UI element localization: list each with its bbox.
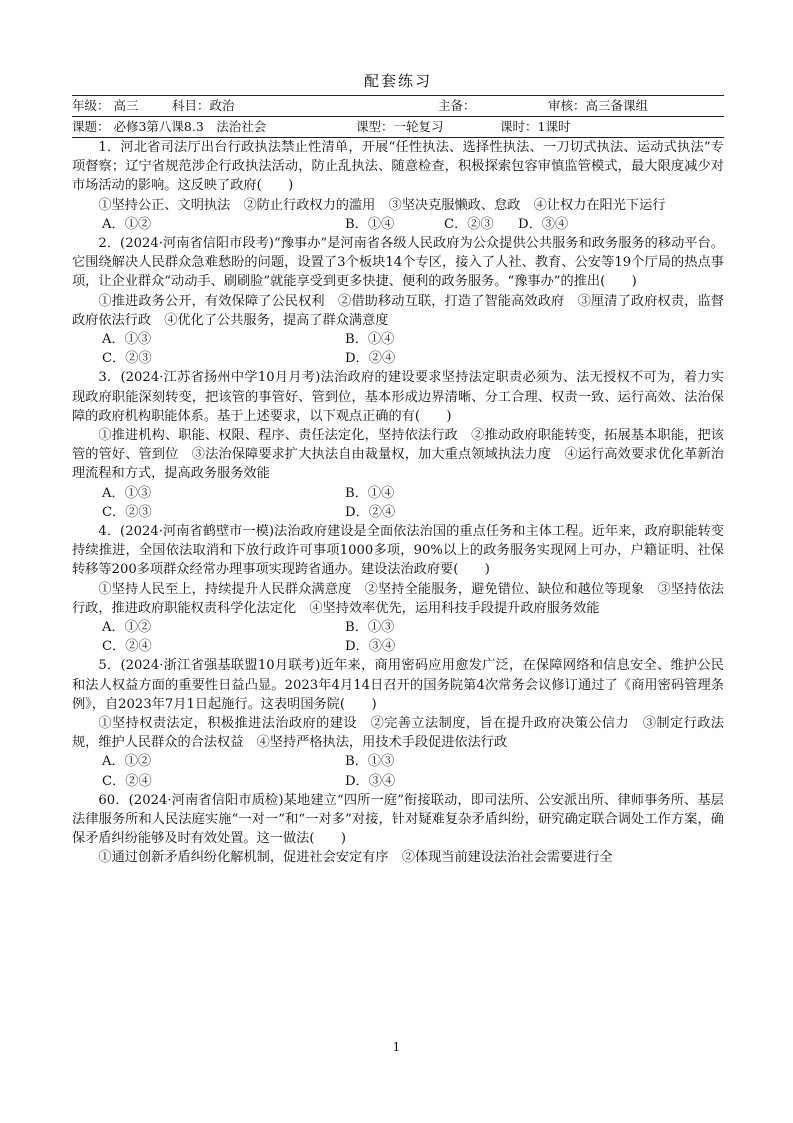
question-3-options-row-1 [72, 484, 724, 503]
question-4-options-row-1 [72, 618, 724, 637]
option-b: B．①④ [345, 485, 395, 501]
option-a: A．①② [102, 620, 152, 635]
question-4-stem: 4．(2024·河南省鹤壁市一模)法治政府建设是全面依法治国的重点任务和主体工程。近年来，政府职能转变持续推进，全国依法取消和下放行政许可事项1000多项，90%以上的政务服务实现网上可办，户籍证明、社保转移等200多项群众经常办理事项实现跨省通办。建设法治政府要( ) [72, 523, 724, 578]
meta-row-1 [72, 96, 724, 117]
question-5-stem: 5．(2024·浙江省强基联盟10月联考)近年来，商用密码应用愈发广泛，在保障网络和信息安全、维护公民和法人权益方面的重要性日益凸显。2023年4月14日召开的国务院第4次常务会议修订通过了《商用密码管理条例》，自2023年7月1日起施行。这表明国务院( ) [72, 658, 724, 712]
question-4-options-row-2 [72, 637, 724, 656]
page [72, 70, 724, 868]
option-a: A．①② [102, 216, 152, 232]
option-b: B．①③ [345, 754, 395, 770]
question-5-options-row-2 [72, 772, 724, 791]
option-d: D．③④ [345, 639, 396, 655]
option-d: D．②④ [345, 351, 396, 367]
option-b: B．①④ [345, 332, 395, 348]
question-5-items: ①坚持权责法定，积极推进法治政府的建设 ②完善立法制度，旨在提升政府决策公信力 ③制定行政法规，维护人民群众的合法权益 ④坚持严格执法，用技术手段促进依法行政 [72, 715, 724, 751]
grade: 年级： 高三 [72, 98, 139, 113]
option-a: A．①③ [102, 485, 152, 501]
subject: 科目：政治 [172, 98, 235, 113]
option-c: C．②④ [102, 639, 152, 655]
lesson-type: 课型：一轮复习 [356, 119, 444, 134]
option-c: C．②③ [102, 351, 152, 367]
question-1-stem: 1．河北省司法厅出台行政执法禁止性清单，开展“任性执法、选择性执法、一刀切式执法、运动式执法”专项督察；辽宁省规范涉企行政执法活动，防止乱执法、随意检查，积极探索包容审慎监管模式，最大限度减少对市场活动的影响。这反映了政府( ) [72, 140, 724, 194]
lesson-hours: 课时：1课时 [500, 119, 571, 134]
topic: 课题： 必修3第八课8.3 法治社会 [72, 119, 267, 134]
option-d: D．③④ [345, 773, 396, 789]
question-3-items: ①推进机构、职能、权限、程序、责任法定化，坚持依法行政 ②推动政府职能转变，拓展基本职能，把该管的管好、管到位 ③法治保障要求扩大执法自由裁量权，加大重点领域执法力度 ④运行高效要求优化革新治理流程和方式，提高政务服务效能 [72, 428, 724, 482]
meta-row-2 [72, 117, 724, 138]
lead-preparer: 主备： [438, 98, 476, 113]
page-title: 配套练习 [72, 70, 724, 96]
question-2-items: ①推进政务公开，有效保障了公民权利 ②借助移动互联，打造了智能高效政府 ③厘清了政府权责，监督政府依法行政 ④优化了公共服务，提高了群众满意度 [72, 293, 724, 328]
question-1-items: ①坚持公正、文明执法 ②防止行政权力的滥用 ③坚决克服懒政、怠政 ④让权力在阳光下运行 [98, 197, 666, 213]
option-d: D．②④ [345, 504, 396, 520]
question-3-options-row-2 [72, 503, 724, 522]
question-2-options-row-2 [72, 349, 724, 368]
question-4-items: ①坚持人民至上，持续提升人民群众满意度 ②坚持全能服务，避免错位、缺位和越位等现象 ③坚持依法行政，推进政府职能权责科学化法定化 ④坚持效率优先，运用科技手段提升政府服务效能 [72, 581, 724, 616]
question-6-items: ①通过创新矛盾纠纷化解机制，促进社会安定有序 ②体现当前建设法治社会需要进行全 [98, 850, 613, 866]
option-a: A．①③ [102, 332, 152, 348]
question-3-stem: 3．(2024·江苏省扬州中学10月月考)法治政府的建设要求坚持法定职责必须为、法无授权不可为，着力实现政府职能深刻转变，把该管的事管好、管到位，基本形成边界清晰、分工合理、权责一致、运行高效、法治保障的政府机构职能体系。基于上述要求，以下观点正确的有( ) [72, 370, 724, 424]
option-b: B．①③ [345, 620, 395, 635]
question-6-stem: 60．(2024·河南省信阳市质检)某地建立“四所一庭”衔接联动，即司法所、公安派出所、律师事务所、基层法律服务所和人民法庭实施“一对一”和“一对多”对接，针对疑难复杂矛盾纠纷，研究确定联合调处工作方案，确保矛盾纠纷能够及时有效处置。这一做法( ) [72, 792, 724, 847]
option-b: B．①④ [345, 216, 395, 232]
question-1-options [72, 215, 724, 234]
option-c: C．②③ [102, 504, 152, 520]
reviewer: 审核：高三备课组 [548, 98, 649, 113]
option-c: C．②③ [444, 216, 494, 232]
option-d: D．③④ [518, 216, 569, 232]
option-c: C．②④ [102, 773, 152, 789]
page-number: 1 [392, 1040, 401, 1054]
question-5-options-row-1 [72, 752, 724, 771]
question-2-options-row-1 [72, 330, 724, 349]
question-2-stem: 2．(2024·河南省信阳市段考)“豫事办”是河南省各级人民政府为公众提供公共服务和政务服务的移动平台。它围绕解决人民群众急难愁盼的问题，设置了3个板块14个专区，接入了人社、教育、公安等19个厅局的热点事项，让企业群众“动动手、刷刷脸”就能享受到更多快捷、便利的政务服务。“豫事办”的推出( ) [72, 236, 724, 290]
option-a: A．①② [102, 754, 152, 770]
